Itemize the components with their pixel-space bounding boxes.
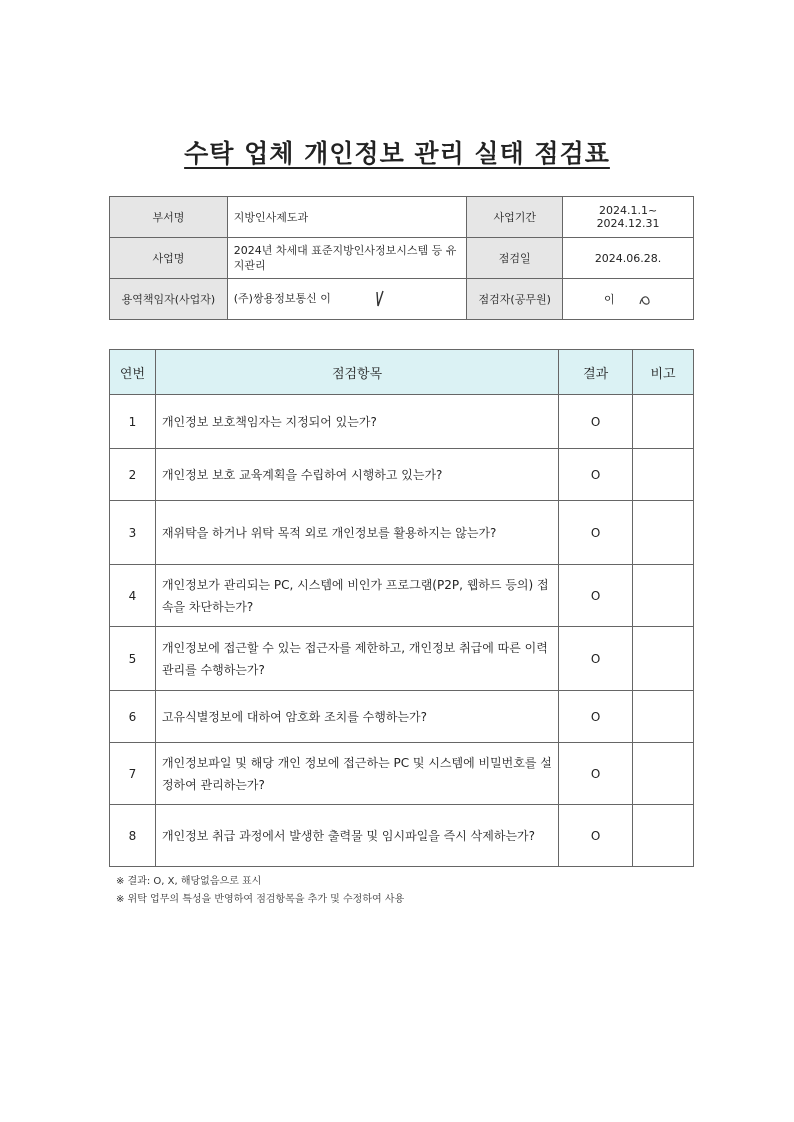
header-note: 비고	[633, 350, 694, 395]
row-note	[633, 501, 694, 565]
row-result: O	[559, 449, 633, 501]
period-value: 2024.1.1~ 2024.12.31	[563, 197, 694, 238]
table-row	[110, 805, 694, 867]
project-value: 2024년 차세대 표준지방인사정보시스템 등 유지관리	[227, 238, 467, 279]
row-result: O	[559, 501, 633, 565]
row-note	[633, 395, 694, 449]
row-result: O	[559, 395, 633, 449]
table-row	[110, 565, 694, 627]
footnote: ※ 결과: O, X, 해당없음으로 표시	[116, 876, 262, 887]
inspector-cell	[563, 279, 694, 320]
row-item: 개인정보 취급 과정에서 발생한 출력물 및 임시파일을 즉시 삭제하는가?	[155, 805, 558, 867]
header-item: 점검항목	[155, 350, 558, 395]
row-note	[633, 691, 694, 743]
table-row	[110, 449, 694, 501]
inspector-label: 점검자(공무원)	[467, 279, 563, 320]
row-note	[633, 565, 694, 627]
row-item: 개인정보에 접근할 수 있는 접근자를 제한하고, 개인정보 취급에 따른 이력관리를 수행하는가?	[155, 627, 558, 691]
info-table	[109, 196, 694, 320]
row-no: 4	[110, 565, 156, 627]
row-result: O	[559, 565, 633, 627]
contractor-value: (주)쌍용정보통신 이	[233, 292, 331, 305]
header-no: 연번	[110, 350, 156, 395]
row-no: 3	[110, 501, 156, 565]
row-note	[633, 627, 694, 691]
row-no: 7	[110, 743, 156, 805]
row-item: 개인정보가 관리되는 PC, 시스템에 비인가 프로그램(P2P, 웹하드 등의) 접속을 차단하는가?	[155, 565, 558, 627]
row-note	[633, 449, 694, 501]
row-note	[633, 805, 694, 867]
period-label: 사업기간	[467, 197, 563, 238]
row-result: O	[559, 627, 633, 691]
date-label: 점검일	[467, 238, 563, 279]
contractor-label: 용역책임자(사업자)	[110, 279, 228, 320]
footnote: ※ 위탁 업무의 특성을 반영하여 점검항목을 추가 및 수정하여 사용	[116, 894, 405, 905]
row-item: 재위탁을 하거나 위탁 목적 외로 개인정보를 활용하지는 않는가?	[155, 501, 558, 565]
row-result: O	[559, 691, 633, 743]
row-item: 개인정보 보호책임자는 지정되어 있는가?	[155, 395, 558, 449]
row-item: 개인정보파일 및 해당 개인 정보에 접근하는 PC 및 시스템에 비밀번호를 설정하여 관리하는가?	[155, 743, 558, 805]
table-row	[110, 691, 694, 743]
signature-mark-2	[638, 293, 652, 307]
row-item: 개인정보 보호 교육계획을 수립하여 시행하고 있는가?	[155, 449, 558, 501]
table-row	[110, 743, 694, 805]
footnotes	[116, 873, 404, 909]
row-result: O	[559, 805, 633, 867]
checklist-table	[109, 349, 694, 867]
dept-value: 지방인사제도과	[227, 197, 467, 238]
row-no: 1	[110, 395, 156, 449]
row-no: 2	[110, 449, 156, 501]
row-no: 8	[110, 805, 156, 867]
dept-label: 부서명	[110, 197, 228, 238]
row-note	[633, 743, 694, 805]
row-result: O	[559, 743, 633, 805]
date-value: 2024.06.28.	[563, 238, 694, 279]
inspector-value: 이	[603, 293, 615, 306]
table-row	[110, 501, 694, 565]
header-result: 결과	[559, 350, 633, 395]
signature-mark	[374, 290, 386, 308]
row-no: 6	[110, 691, 156, 743]
row-no: 5	[110, 627, 156, 691]
row-item: 고유식별정보에 대하여 암호화 조치를 수행하는가?	[155, 691, 558, 743]
contractor-cell	[227, 279, 467, 320]
page-title: 수탁 업체 개인정보 관리 실태 점검표	[184, 139, 610, 168]
table-row	[110, 627, 694, 691]
project-label: 사업명	[110, 238, 228, 279]
table-row	[110, 395, 694, 449]
